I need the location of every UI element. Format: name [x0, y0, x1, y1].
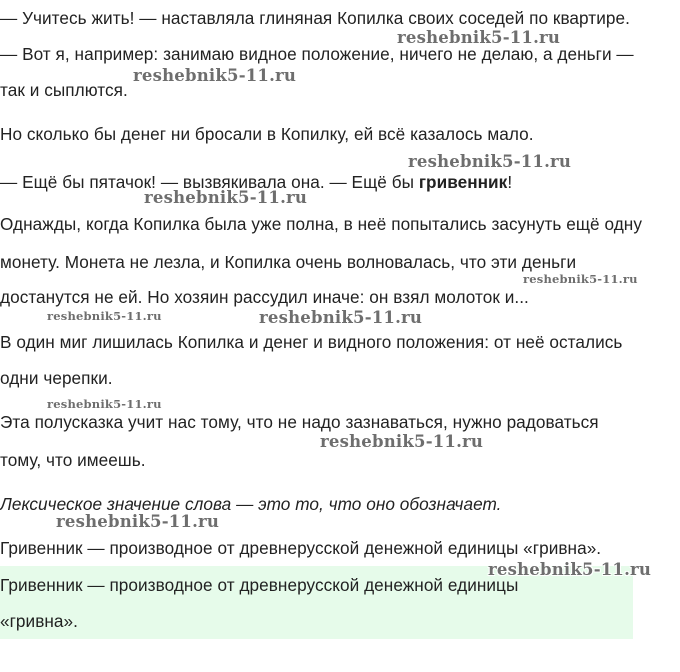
text-line-4: Но сколько бы денег ни бросали в Копилку, ей всё казалось мало. — [0, 124, 534, 144]
highlighted-line-2: «гривна». — [0, 611, 78, 631]
watermark: reshebnik5-11.ru — [133, 66, 297, 85]
watermark: reshebnik5-11.ru — [47, 397, 162, 411]
text-line-11: Эта полусказка учит нас тому, что не надо зазнаваться, нужно радоваться — [0, 412, 599, 432]
text-line-5-end: ! — [507, 172, 513, 192]
watermark: reshebnik5-11.ru — [523, 272, 638, 286]
definition-line: Лексическое значение слова — это то, что оно обозначает. — [0, 494, 502, 514]
text-line-8: достанутся не ей. Но хозяин рассудил иначе: он взял молоток и... — [0, 287, 529, 307]
watermark: reshebnik5-11.ru — [397, 28, 561, 47]
watermark: reshebnik5-11.ru — [259, 308, 423, 327]
watermark: reshebnik5-11.ru — [47, 309, 162, 323]
text-line-3: так и сыплются. — [0, 80, 128, 100]
text-line-10: одни черепки. — [0, 368, 113, 388]
watermark: reshebnik5-11.ru — [56, 512, 220, 531]
text-line-14: Гривенник — производное от древнерусской денежной единицы «гривна». — [0, 538, 602, 558]
text-line-7: монету. Монета не лезла, и Копилка очень волновалась, что эти деньги — [0, 252, 577, 272]
text-line-9: В один миг лишилась Копилка и денег и видного положения: от неё остались — [0, 332, 623, 352]
watermark: reshebnik5-11.ru — [408, 152, 572, 171]
text-line-5-start: — Ещё бы пятачок! — вызвякивала она. — Ещё бы — [0, 172, 419, 192]
text-line-6: Однажды, когда Копилка была уже полна, в неё попытались засунуть ещё одну — [0, 214, 642, 234]
text-line-2: — Вот я, например: занимаю видное положение, ничего не делаю, а деньги — — [0, 44, 634, 64]
highlighted-line-1: Гривенник — производное от древнерусской денежной единицы — [0, 575, 519, 595]
bold-word-grivennik: гривенник — [418, 172, 508, 192]
watermark: reshebnik5-11.ru — [144, 188, 308, 207]
watermark: reshebnik5-11.ru — [488, 560, 652, 579]
text-line-1: — Учитесь жить! — наставляла глиняная Копилка своих соседей по квартире. — [0, 8, 630, 28]
text-line-12: тому, что имеешь. — [0, 450, 146, 470]
watermark: reshebnik5-11.ru — [320, 432, 484, 451]
